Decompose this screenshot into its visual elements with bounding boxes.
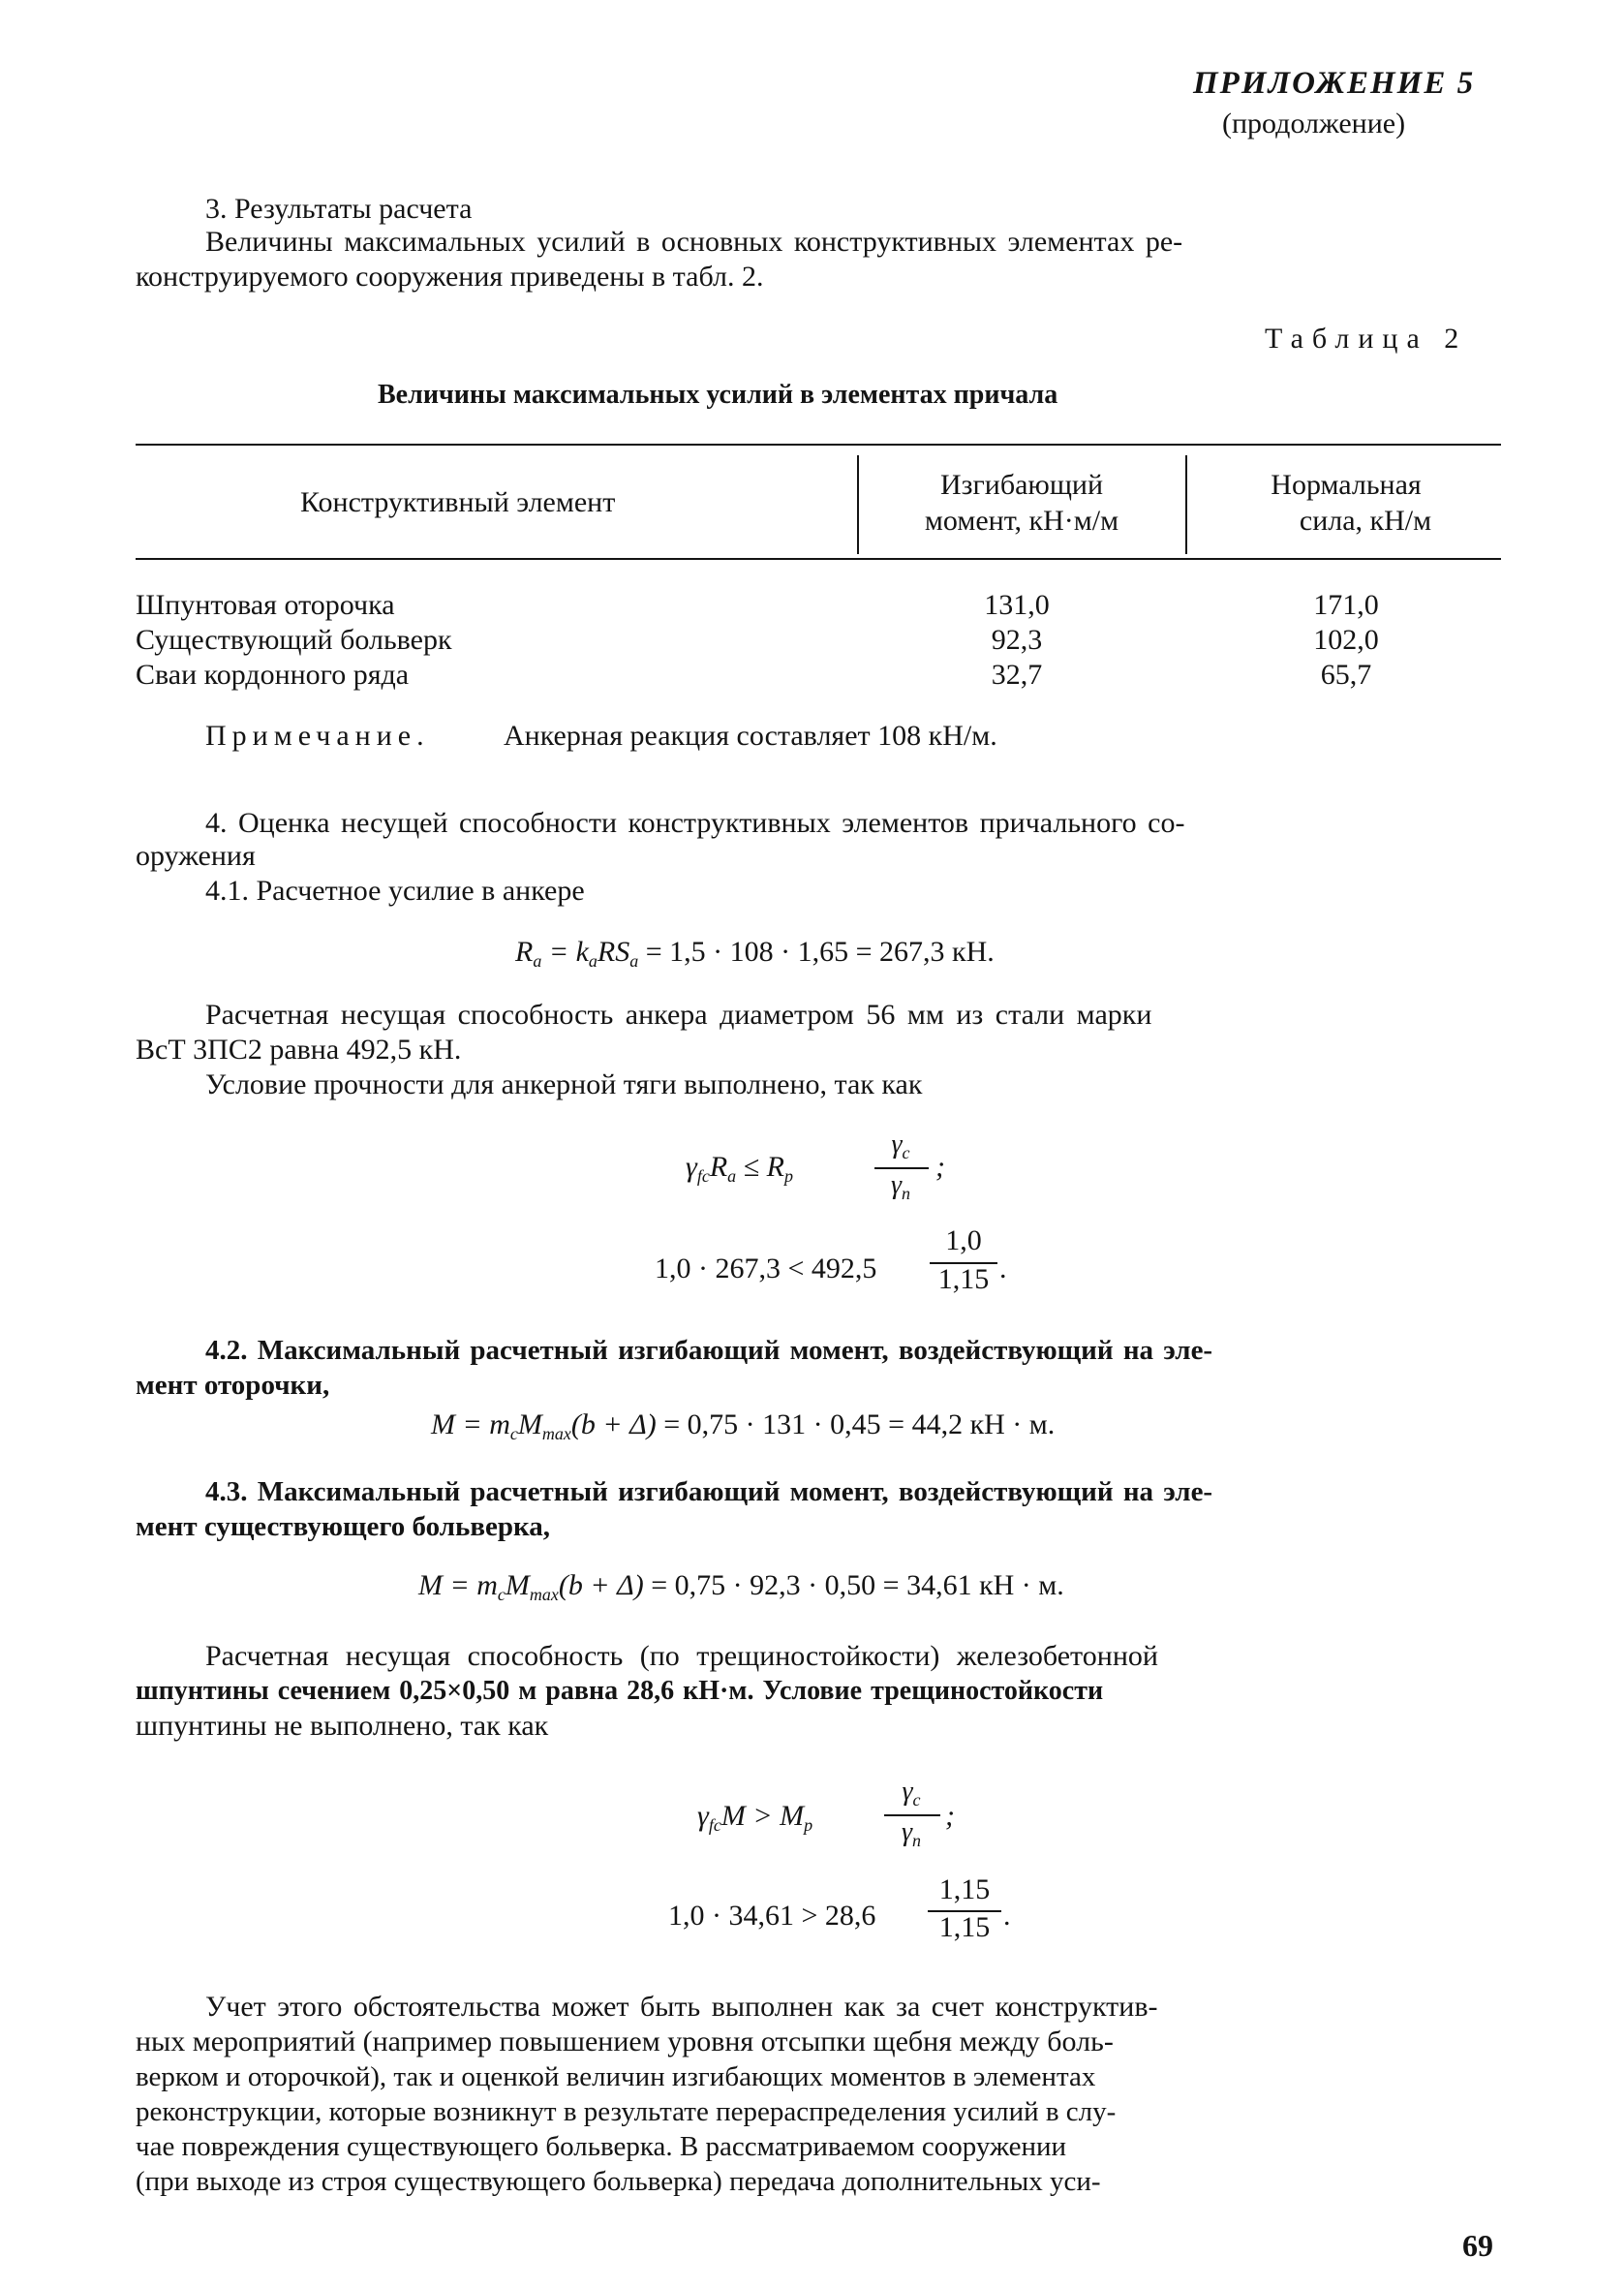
formula-moment-edging-rhs: = 0,75 · 131 · 0,45 = 44,2 кН · м. xyxy=(663,1408,1056,1440)
gamma-c-numerator: $\gamma_c$ xyxy=(891,1129,910,1162)
crack-resistance-line1: Расчетная несущая способность (по трещиностойкости) железобетонной xyxy=(205,1640,1158,1672)
final-paragraph-line3: верком и оторочкой), так и оценкой величин изгибающих моментов в элементах xyxy=(136,2061,1096,2092)
fraction-line-3 xyxy=(884,1814,940,1816)
anchor-capacity-line1: Расчетная несущая способность анкера диаметром 56 мм из стали марки xyxy=(205,999,1152,1031)
formula-moment-bulkhead-lhs: $M = m_cM_{max}(b + \Delta)$ xyxy=(418,1569,644,1604)
section4-heading-line2: оружения xyxy=(136,840,256,872)
table-col1-header: Конструктивный элемент xyxy=(300,486,616,518)
table-row-2-moment: 92,3 xyxy=(991,624,1043,656)
formula-anchor-force xyxy=(515,936,995,972)
table-top-rule xyxy=(136,444,1501,446)
final-paragraph-line2: ных мероприятий (например повышением уровня отсыпки щебня между боль- xyxy=(136,2026,1114,2057)
gamma-n-denominator: $\gamma_n$ xyxy=(890,1170,911,1203)
table-col-divider-1 xyxy=(857,455,859,554)
strength-condition-text: Условие прочности для анкерной тяги выполнено, так как xyxy=(205,1068,923,1100)
table-col2-header-line1: Изгибающий xyxy=(939,469,1104,501)
section3-heading: 3. Результаты расчета xyxy=(205,193,473,225)
period-1: . xyxy=(999,1253,1007,1284)
final-paragraph-line6: (при выходе из строя существующего больверка) передача дополнительных уси- xyxy=(136,2166,1101,2197)
fraction-line-1 xyxy=(874,1167,929,1169)
crack-resistance-line3: шпунтины не выполнено, так как xyxy=(136,1710,549,1742)
table-row-1-force: 171,0 xyxy=(1313,589,1379,621)
appendix-title: ПРИЛОЖЕНИЕ 5 xyxy=(1193,66,1476,101)
table-row-1-moment: 131,0 xyxy=(984,589,1050,621)
section3-paragraph-line2: конструируемого сооружения приведены в табл. 2. xyxy=(136,261,764,293)
table-header-rule xyxy=(136,558,1501,560)
table-row-3-moment: 32,7 xyxy=(991,659,1043,691)
semicolon-1: ; xyxy=(935,1151,945,1183)
section4-heading-line1: 4. Оценка несущей способности конструктивных элементов причального со- xyxy=(205,807,1185,839)
final-paragraph-line5: чае повреждения существующего больверка. В рассматриваемом сооружении xyxy=(136,2131,1067,2162)
inequality-anchor-numerator: 1,0 xyxy=(945,1224,982,1256)
inequality-anchor-numeric-lhs: 1,0 · 267,3 < 492,5 xyxy=(655,1253,877,1284)
table-note-label: Примечание. xyxy=(205,720,430,752)
anchor-capacity-line2: ВсТ 3ПС2 равна 492,5 кН. xyxy=(136,1034,462,1066)
inequality-crack-numeric-lhs: 1,0 · 34,61 > 28,6 xyxy=(668,1900,876,1932)
table-row-3-element: Сваи кордонного ряда xyxy=(136,659,410,691)
table-row-1-element: Шпунтовая оторочка xyxy=(136,589,395,621)
subsection-4-3-line2: мент существующего больверка, xyxy=(136,1511,551,1542)
final-paragraph-line1: Учет этого обстоятельства может быть выполнен как за счет конструктив- xyxy=(205,1991,1158,2023)
gamma-n-denominator-2: $\gamma_n$ xyxy=(901,1817,922,1850)
table-caption: Величины максимальных усилий в элементах причала xyxy=(378,380,1058,410)
page-number: 69 xyxy=(1462,2228,1493,2263)
formula-moment-bulkhead-rhs: = 0,75 · 92,3 · 0,50 = 34,61 кН · м. xyxy=(651,1569,1064,1601)
semicolon-2: ; xyxy=(945,1800,955,1832)
table-label: Таблица 2 xyxy=(1265,323,1468,355)
subsection-4-1-heading: 4.1. Расчетное усилие в анкере xyxy=(205,875,585,907)
period-2: . xyxy=(1003,1900,1011,1932)
gamma-c-numerator-2: $\gamma_c$ xyxy=(902,1777,921,1810)
table-col3-header-line2: сила, кН/м xyxy=(1299,505,1432,537)
crack-resistance-line2: шпунтины сечением 0,25×0,50 м равна 28,6 кН·м. Условие трещиностойкости xyxy=(136,1676,1104,1706)
inequality-anchor-denominator: 1,15 xyxy=(937,1263,990,1295)
subsection-4-2-line2: мент оторочки, xyxy=(136,1370,330,1401)
table-col3-header-line1: Нормальная xyxy=(1271,469,1422,501)
inequality-anchor-symbolic: $\gamma_{fc}R_a \le R_p$ xyxy=(686,1151,793,1186)
formula-moment-edging xyxy=(431,1408,1055,1444)
table-col2-header-line2: момент, кН·м/м xyxy=(924,505,1119,537)
inequality-crack-denominator: 1,15 xyxy=(938,1911,991,1943)
final-paragraph-line4: реконструкции, которые возникнут в результате перераспределения усилий в слу- xyxy=(136,2096,1117,2127)
section3-paragraph-line1: Величины максимальных усилий в основных конструктивных элементах ре- xyxy=(205,226,1183,258)
table-row-3-force: 65,7 xyxy=(1320,659,1372,691)
appendix-subtitle: (продолжение) xyxy=(1222,108,1406,139)
subsection-4-2-line1: 4.2. Максимальный расчетный изгибающий момент, воздействующий на эле- xyxy=(205,1335,1213,1366)
formula-anchor-force-rhs: = 1,5 · 108 · 1,65 = 267,3 кН. xyxy=(645,936,995,968)
table-row-2-force: 102,0 xyxy=(1313,624,1379,656)
subsection-4-3-line1: 4.3. Максимальный расчетный изгибающий момент, воздействующий на эле- xyxy=(205,1476,1213,1507)
formula-moment-edging-lhs: $M = m_cM_{max}(b + \Delta)$ xyxy=(431,1408,657,1443)
formula-moment-bulkhead xyxy=(418,1569,1064,1605)
table-row-2-element: Существующий больверк xyxy=(136,624,452,656)
table-col-divider-2 xyxy=(1185,455,1187,554)
formula-anchor-force-lhs: $R_a = k_aRS_a$ xyxy=(515,936,639,971)
inequality-crack-symbolic: $\gamma_{fc}M > M_p$ xyxy=(697,1800,813,1835)
table-note-text: Анкерная реакция составляет 108 кН/м. xyxy=(504,720,997,752)
inequality-crack-numerator: 1,15 xyxy=(938,1873,991,1905)
